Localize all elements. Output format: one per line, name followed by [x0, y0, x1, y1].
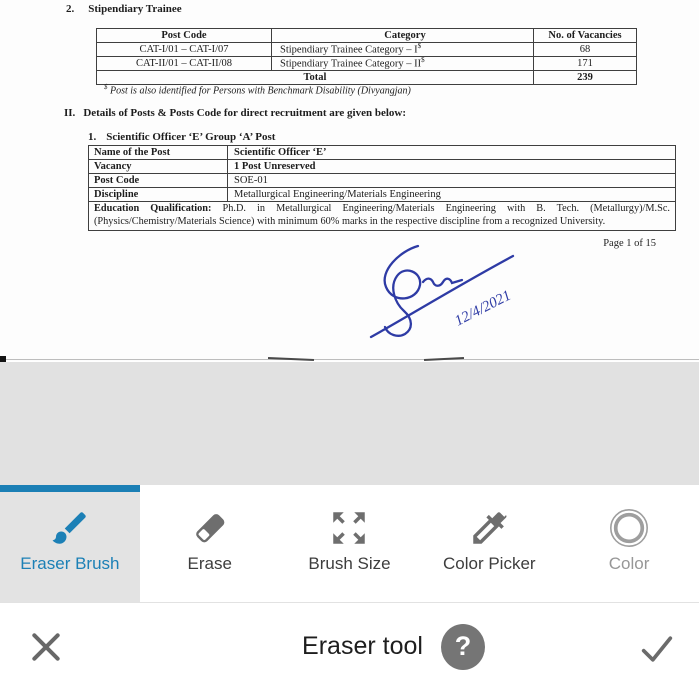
- doc-post-heading: 1. Scientific Officer ‘E’ Group ‘A’ Post: [88, 131, 276, 143]
- tab-color-picker[interactable]: [419, 485, 559, 602]
- signature-date: 12/4/2021: [452, 287, 514, 330]
- vacancy-table: [96, 28, 637, 85]
- table-row: Vacancy 1 Post Unreserved: [89, 160, 676, 174]
- tab-label: Brush Size: [308, 554, 391, 573]
- cell-category: Stipendiary Trainee Category – I$: [272, 43, 534, 57]
- expand-arrows-icon: [328, 506, 370, 550]
- doc-section-II-heading: II. Details of Posts & Posts Code for direct recruitment are given below:: [64, 107, 407, 119]
- tab-label: Eraser Brush: [20, 554, 120, 573]
- tab-label: Color Picker: [442, 554, 536, 573]
- total-label: Total: [97, 71, 534, 85]
- col-vacancies: No. of Vacancies: [534, 29, 637, 43]
- tab-color[interactable]: [559, 485, 699, 602]
- footnote: [104, 83, 411, 96]
- canvas-background: [0, 362, 699, 485]
- table-row: Discipline Metallurgical Engineering/Materials Engineering: [89, 188, 676, 202]
- doc-section-2-heading: [66, 3, 182, 15]
- tool-title: Eraser tool: [302, 632, 423, 660]
- col-category: Category: [272, 29, 534, 43]
- doc-section-2-number: 2.: [66, 3, 75, 15]
- cell-post-code: CAT-I/01 – CAT-I/07: [97, 43, 272, 57]
- tab-erase[interactable]: [140, 485, 280, 602]
- tab-label: Color: [608, 554, 650, 573]
- color-ring-icon: [608, 506, 650, 550]
- cell-category: Stipendiary Trainee Category – II$: [272, 57, 534, 71]
- table-header-row: [97, 29, 637, 43]
- col-post-code: Post Code: [97, 29, 272, 43]
- cell-vacancies: 171: [534, 57, 637, 71]
- footnote-text: Post is also identified for Persons with Benchmark Disability (Divyangjan): [110, 85, 411, 97]
- eraser-toolbar: [0, 485, 699, 603]
- signature: [355, 243, 585, 348]
- table-row: [97, 57, 637, 71]
- education-text: Ph.D. in Metallurgical Engineering/Materials Engineering with B. Tech. (Metallurgy)/M.Sc. (Physics/Chemistry/Materials Science) with minimum 60% marks in the respective discipline from a recognized University.: [94, 203, 670, 227]
- table-row: [97, 43, 637, 57]
- post-details-table: [88, 145, 676, 231]
- tab-eraser-brush[interactable]: [0, 485, 140, 602]
- table-row: Post Code SOE-01: [89, 174, 676, 188]
- eraser-icon: [189, 506, 231, 550]
- table-row: Name of the Post Scientific Officer ‘E’: [89, 146, 676, 160]
- eyedropper-icon: [468, 506, 510, 550]
- cell-vacancies: 68: [534, 43, 637, 57]
- brush-icon: [49, 506, 91, 550]
- confirm-check-icon[interactable]: [637, 629, 677, 669]
- education-label: Education Qualification:: [94, 203, 212, 214]
- tool-title-group: [0, 603, 699, 690]
- cell-post-code: CAT-II/01 – CAT-II/08: [97, 57, 272, 71]
- tab-label: Erase: [187, 554, 232, 573]
- footnote-marker: $: [104, 83, 108, 91]
- total-value: 239: [534, 71, 637, 85]
- doc-section-2-title: Stipendiary Trainee: [88, 3, 182, 15]
- help-icon[interactable]: ?: [441, 624, 485, 670]
- bottom-action-bar: [0, 603, 699, 690]
- tab-brush-size[interactable]: [280, 485, 420, 602]
- education-row: [89, 202, 676, 231]
- page-number: Page 1 of 15: [603, 238, 656, 249]
